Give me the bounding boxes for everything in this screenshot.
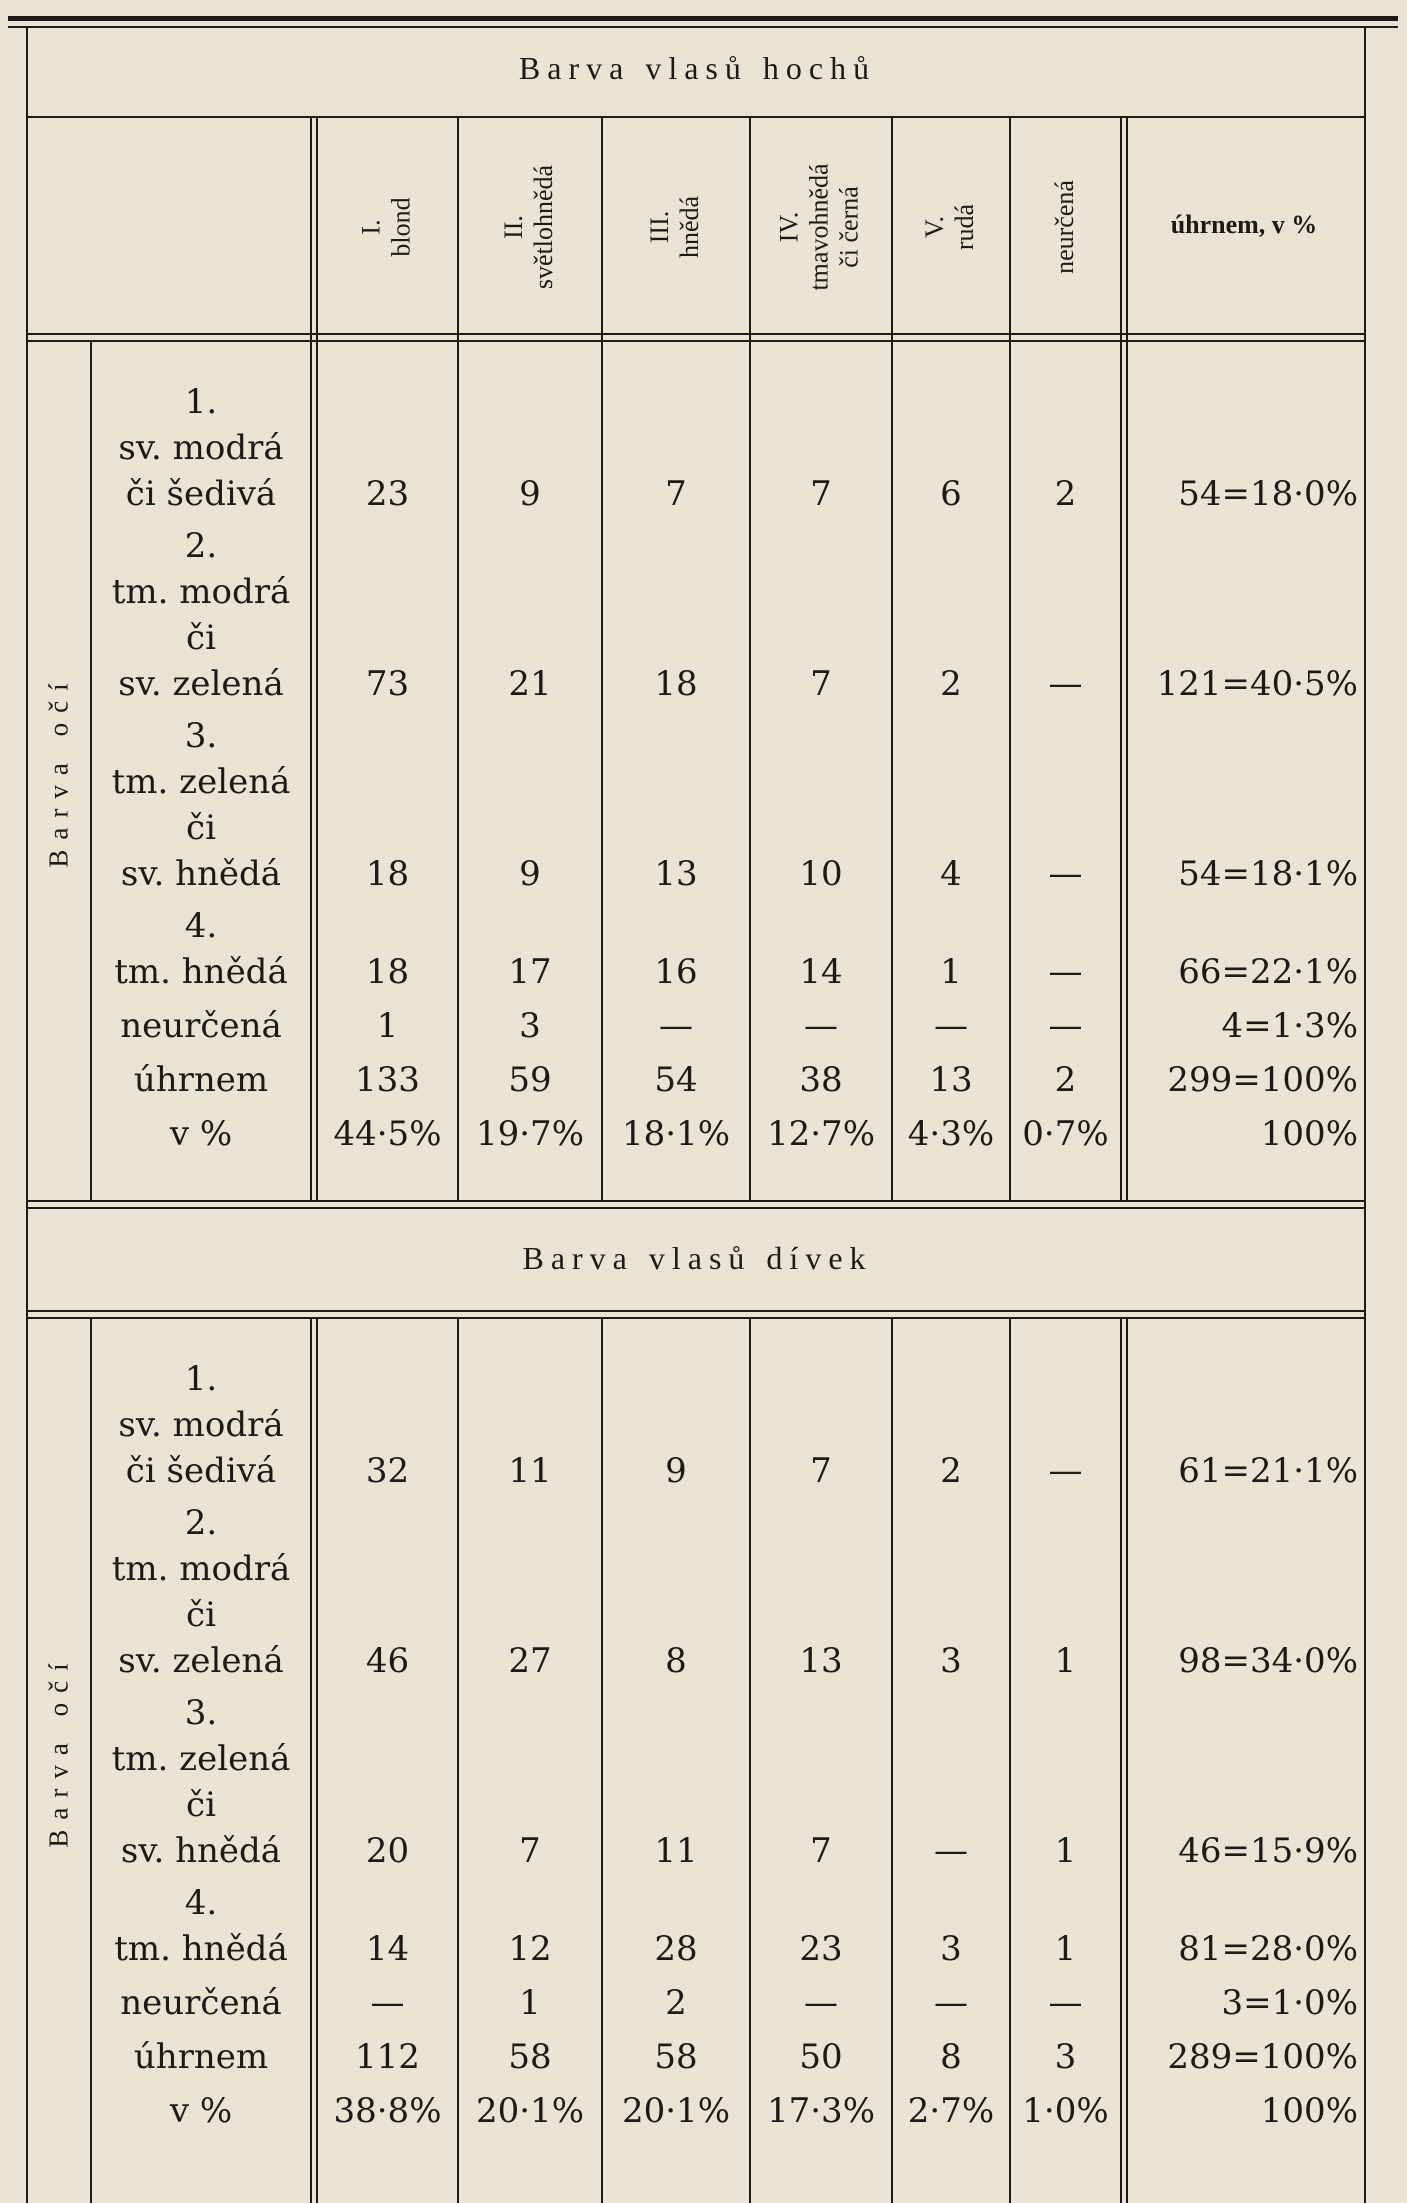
girls-caption: Barva vlasů dívek: [522, 1240, 873, 1276]
rule-start-girls-a: [26, 1310, 1366, 1312]
girls-row-2-label-line: tm. modrá: [111, 1549, 291, 1589]
boys-row-2-label-line: sv. zelená: [118, 664, 284, 704]
boys-row-4-label-line: 4.: [184, 906, 218, 946]
girls-row-2-label-line: či: [186, 1595, 216, 1635]
girls-row-1-label-line: či šedivá: [125, 1451, 277, 1491]
boys-row-5-col-6-value: —: [1048, 1006, 1083, 1046]
boys-row-3-col-2-value: 9: [519, 854, 541, 894]
top-rule-thick: [8, 16, 1398, 21]
girls-row-7-label-line: v %: [169, 2091, 233, 2131]
girls-row-6-label-line: úhrnem: [133, 2037, 269, 2077]
header-neurcena: neurčená: [1049, 180, 1079, 274]
girls-row-4-col-2-value: 12: [508, 1929, 552, 1969]
girls-row-2-label-line: sv. zelená: [118, 1641, 284, 1681]
rule-v-g-data-start-1: [310, 1317, 312, 2203]
girls-row-3-col-3-value: 11: [654, 1831, 698, 1871]
girls-row-1-col-4-value: 7: [810, 1451, 832, 1491]
boys-caption: Barva vlasů hochů: [518, 50, 877, 86]
girls-row-6-total: 289=100%: [1167, 2037, 1358, 2077]
rule-under-header-b: [26, 340, 1366, 342]
rule-start-girls-b: [26, 1317, 1366, 1319]
girls-row-1-col-3-value: 9: [665, 1451, 687, 1491]
boys-row-7-total: 100%: [1260, 1114, 1358, 1154]
boys-row-5-total: 4=1·3%: [1221, 1006, 1358, 1046]
boys-row-7-col-5-value: 4·3%: [907, 1114, 995, 1154]
boys-row-2-total: 121=40·5%: [1156, 664, 1358, 704]
boys-row-4-col-2-value: 17: [508, 952, 552, 992]
boys-row-7-col-4-value: 12·7%: [766, 1114, 875, 1154]
boys-row-6-total: 299=100%: [1167, 1060, 1358, 1100]
boys-row-5-label-line: neurčená: [120, 1006, 282, 1046]
girls-row-1-label-line: 1.: [184, 1359, 218, 1399]
girls-row-7-col-1-value: 38·8%: [333, 2091, 442, 2131]
girls-row-2-col-6-value: 1: [1054, 1641, 1077, 1681]
boys-row-5-col-1-value: 1: [376, 1006, 399, 1046]
girls-row-7-col-4-value: 17·3%: [766, 2091, 875, 2131]
boys-row-7-col-1-value: 44·5%: [333, 1114, 442, 1154]
girls-row-6-col-3-value: 58: [654, 2037, 698, 2077]
boys-row-1-label-line: sv. modrá: [118, 428, 284, 468]
boys-row-1-col-4-value: 7: [810, 474, 832, 514]
girls-row-5-col-4-value: —: [804, 1983, 838, 2023]
boys-row-1-col-1-value: 23: [365, 474, 410, 514]
girls-row-5-col-5-value: —: [934, 1983, 968, 2023]
boys-row-1-total: 54=18·0%: [1178, 474, 1358, 514]
rule-v-g-total-1: [1120, 1317, 1122, 2203]
right-border: [1364, 28, 1366, 2203]
boys-row-1-col-3-value: 7: [665, 474, 687, 514]
rule-v-data-start-1: [310, 116, 312, 1200]
boys-row-7-col-2-value: 19·7%: [475, 1114, 584, 1154]
boys-row-4-label-line: tm. hnědá: [114, 952, 288, 992]
boys-row-2-col-5-value: 2: [940, 664, 962, 704]
girls-row-4-col-3-value: 28: [654, 1929, 698, 1969]
girls-row-3-label-line: či: [186, 1785, 216, 1825]
girls-row-6-col-5-value: 8: [940, 2037, 962, 2077]
boys-row-7-col-3-value: 18·1%: [621, 1114, 730, 1154]
boys-row-6-col-6-value: 2: [1054, 1060, 1077, 1100]
header-tmavohneda: IV. tmavohnědá či černá: [774, 163, 864, 291]
girls-row-1-col-6-value: —: [1048, 1451, 1083, 1491]
boys-row-6-label-line: úhrnem: [133, 1060, 269, 1100]
boys-row-2-col-1-value: 73: [365, 664, 410, 704]
girls-row-4-col-5-value: 3: [940, 1929, 962, 1969]
boys-row-3-col-1-value: 18: [365, 854, 410, 894]
boys-row-3-label-line: tm. zelená: [111, 762, 291, 802]
boys-row-6-col-4-value: 38: [799, 1060, 843, 1100]
boys-row-4-col-6-value: —: [1048, 952, 1083, 992]
header-svetlohneda: II. světlohnědá: [499, 164, 558, 290]
girls-row-5-col-3-value: 2: [665, 1983, 687, 2023]
girls-row-7-col-2-value: 20·1%: [475, 2091, 584, 2131]
girls-row-2-col-5-value: 3: [940, 1641, 962, 1681]
boys-row-5-col-3-value: —: [659, 1006, 693, 1046]
boys-row-1-label-line: či šedivá: [125, 474, 277, 514]
girls-row-3-col-2-value: 7: [519, 1831, 541, 1871]
girls-row-2-label-line: 2.: [184, 1503, 218, 1543]
girls-row-7-col-3-value: 20·1%: [621, 2091, 730, 2131]
boys-row-3-col-3-value: 13: [654, 854, 698, 894]
girls-row-6-col-1-value: 112: [355, 2037, 420, 2077]
boys-row-3-total: 54=18·1%: [1178, 854, 1358, 894]
girls-row-4-col-4-value: 23: [799, 1929, 843, 1969]
header-hneda: III. hnědá: [645, 195, 704, 259]
girls-row-1-total: 61=21·1%: [1178, 1451, 1358, 1491]
girls-row-7-total: 100%: [1260, 2091, 1358, 2131]
girls-row-1-col-1-value: 32: [365, 1451, 410, 1491]
girls-row-7-col-5-value: 2·7%: [907, 2091, 995, 2131]
boys-row-1-col-2-value: 9: [519, 474, 541, 514]
girls-row-7-col-6-value: 1·0%: [1022, 2091, 1109, 2131]
girls-row-1-col-5-value: 2: [940, 1451, 962, 1491]
girls-row-5-col-6-value: —: [1048, 1983, 1083, 2023]
girls-row-2-total: 98=34·0%: [1178, 1641, 1358, 1681]
header-blond: I. blond: [356, 197, 416, 257]
boys-row-2-col-4-value: 7: [810, 664, 832, 704]
boys-row-3-label-line: či: [186, 808, 216, 848]
rule-v-total-1: [1120, 116, 1122, 1200]
girls-row-5-col-1-value: —: [370, 1983, 405, 2023]
girls-row-2-col-4-value: 13: [799, 1641, 843, 1681]
boys-row-6-col-5-value: 13: [929, 1060, 973, 1100]
girls-row-6-col-4-value: 50: [799, 2037, 843, 2077]
boys-row-2-col-3-value: 18: [654, 664, 698, 704]
boys-row-6-col-2-value: 59: [508, 1060, 552, 1100]
boys-row-7-col-6-value: 0·7%: [1022, 1114, 1109, 1154]
boys-row-1-col-6-value: 2: [1054, 474, 1077, 514]
boys-row-2-col-2-value: 21: [508, 664, 552, 704]
boys-row-3-col-6-value: —: [1048, 854, 1083, 894]
boys-row-3-col-5-value: 4: [940, 854, 962, 894]
boys-row-4-col-5-value: 1: [940, 952, 962, 992]
girls-row-4-label-line: tm. hnědá: [114, 1929, 288, 1969]
girls-row-5-label-line: neurčená: [120, 1983, 282, 2023]
girls-row-4-col-1-value: 14: [365, 1929, 410, 1969]
boys-row-3-label-line: 3.: [184, 716, 218, 756]
girls-row-6-col-6-value: 3: [1054, 2037, 1077, 2077]
boys-row-2-label-line: či: [186, 618, 216, 658]
girls-row-4-col-6-value: 1: [1054, 1929, 1077, 1969]
boys-row-6-col-1-value: 133: [355, 1060, 420, 1100]
boys-row-4-col-4-value: 14: [799, 952, 843, 992]
boys-row-5-col-4-value: —: [804, 1006, 838, 1046]
left-border: [26, 28, 28, 2203]
rule-under-header-a: [26, 333, 1366, 335]
boys-row-1-label-line: 1.: [184, 382, 218, 422]
boys-row-7-label-line: v %: [169, 1114, 233, 1154]
boys-row-4-col-1-value: 18: [365, 952, 410, 992]
girls-row-5-col-2-value: 1: [519, 1983, 541, 2023]
girls-row-3-col-5-value: —: [934, 1831, 968, 1871]
rule-under-caption: [26, 116, 1366, 118]
boys-row-5-col-2-value: 3: [519, 1006, 541, 1046]
boys-row-2-label-line: 2.: [184, 526, 218, 566]
boys-row-6-col-3-value: 54: [654, 1060, 698, 1100]
boys-row-5-col-5-value: —: [934, 1006, 968, 1046]
girls-row-4-label-line: 4.: [184, 1883, 218, 1923]
girls-row-3-col-6-value: 1: [1054, 1831, 1077, 1871]
rule-end-boys-b: [26, 1207, 1366, 1209]
boys-row-2-col-6-value: —: [1048, 664, 1083, 704]
boys-row-4-total: 66=22·1%: [1178, 952, 1358, 992]
girls-row-3-label-line: tm. zelená: [111, 1739, 291, 1779]
girls-row-2-col-1-value: 46: [365, 1641, 410, 1681]
rule-end-boys-a: [26, 1200, 1366, 1202]
girls-row-1-col-2-value: 11: [508, 1451, 552, 1491]
girls-row-3-col-1-value: 20: [365, 1831, 410, 1871]
girls-row-3-label-line: 3.: [184, 1693, 218, 1733]
boys-side-label: Barva očí: [43, 672, 74, 868]
girls-row-3-total: 46=15·9%: [1178, 1831, 1358, 1871]
boys-row-2-label-line: tm. modrá: [111, 572, 291, 612]
girls-side-label: Barva očí: [43, 1652, 74, 1848]
boys-row-1-col-5-value: 6: [940, 474, 962, 514]
girls-row-5-total: 3=1·0%: [1221, 1983, 1358, 2023]
girls-row-2-col-3-value: 8: [665, 1641, 687, 1681]
girls-row-1-label-line: sv. modrá: [118, 1405, 284, 1445]
top-rule-thin: [8, 26, 1398, 28]
girls-row-2-col-2-value: 27: [508, 1641, 552, 1681]
girls-row-4-total: 81=28·0%: [1178, 1929, 1358, 1969]
header-total: úhrnem, v %: [1170, 210, 1318, 239]
boys-row-3-label-line: sv. hnědá: [120, 854, 282, 894]
header-ruda: V. rudá: [919, 203, 979, 251]
girls-row-3-col-4-value: 7: [810, 1831, 832, 1871]
boys-row-4-col-3-value: 16: [654, 952, 698, 992]
girls-row-3-label-line: sv. hnědá: [120, 1831, 282, 1871]
boys-row-3-col-4-value: 10: [799, 854, 843, 894]
girls-row-6-col-2-value: 58: [508, 2037, 552, 2077]
